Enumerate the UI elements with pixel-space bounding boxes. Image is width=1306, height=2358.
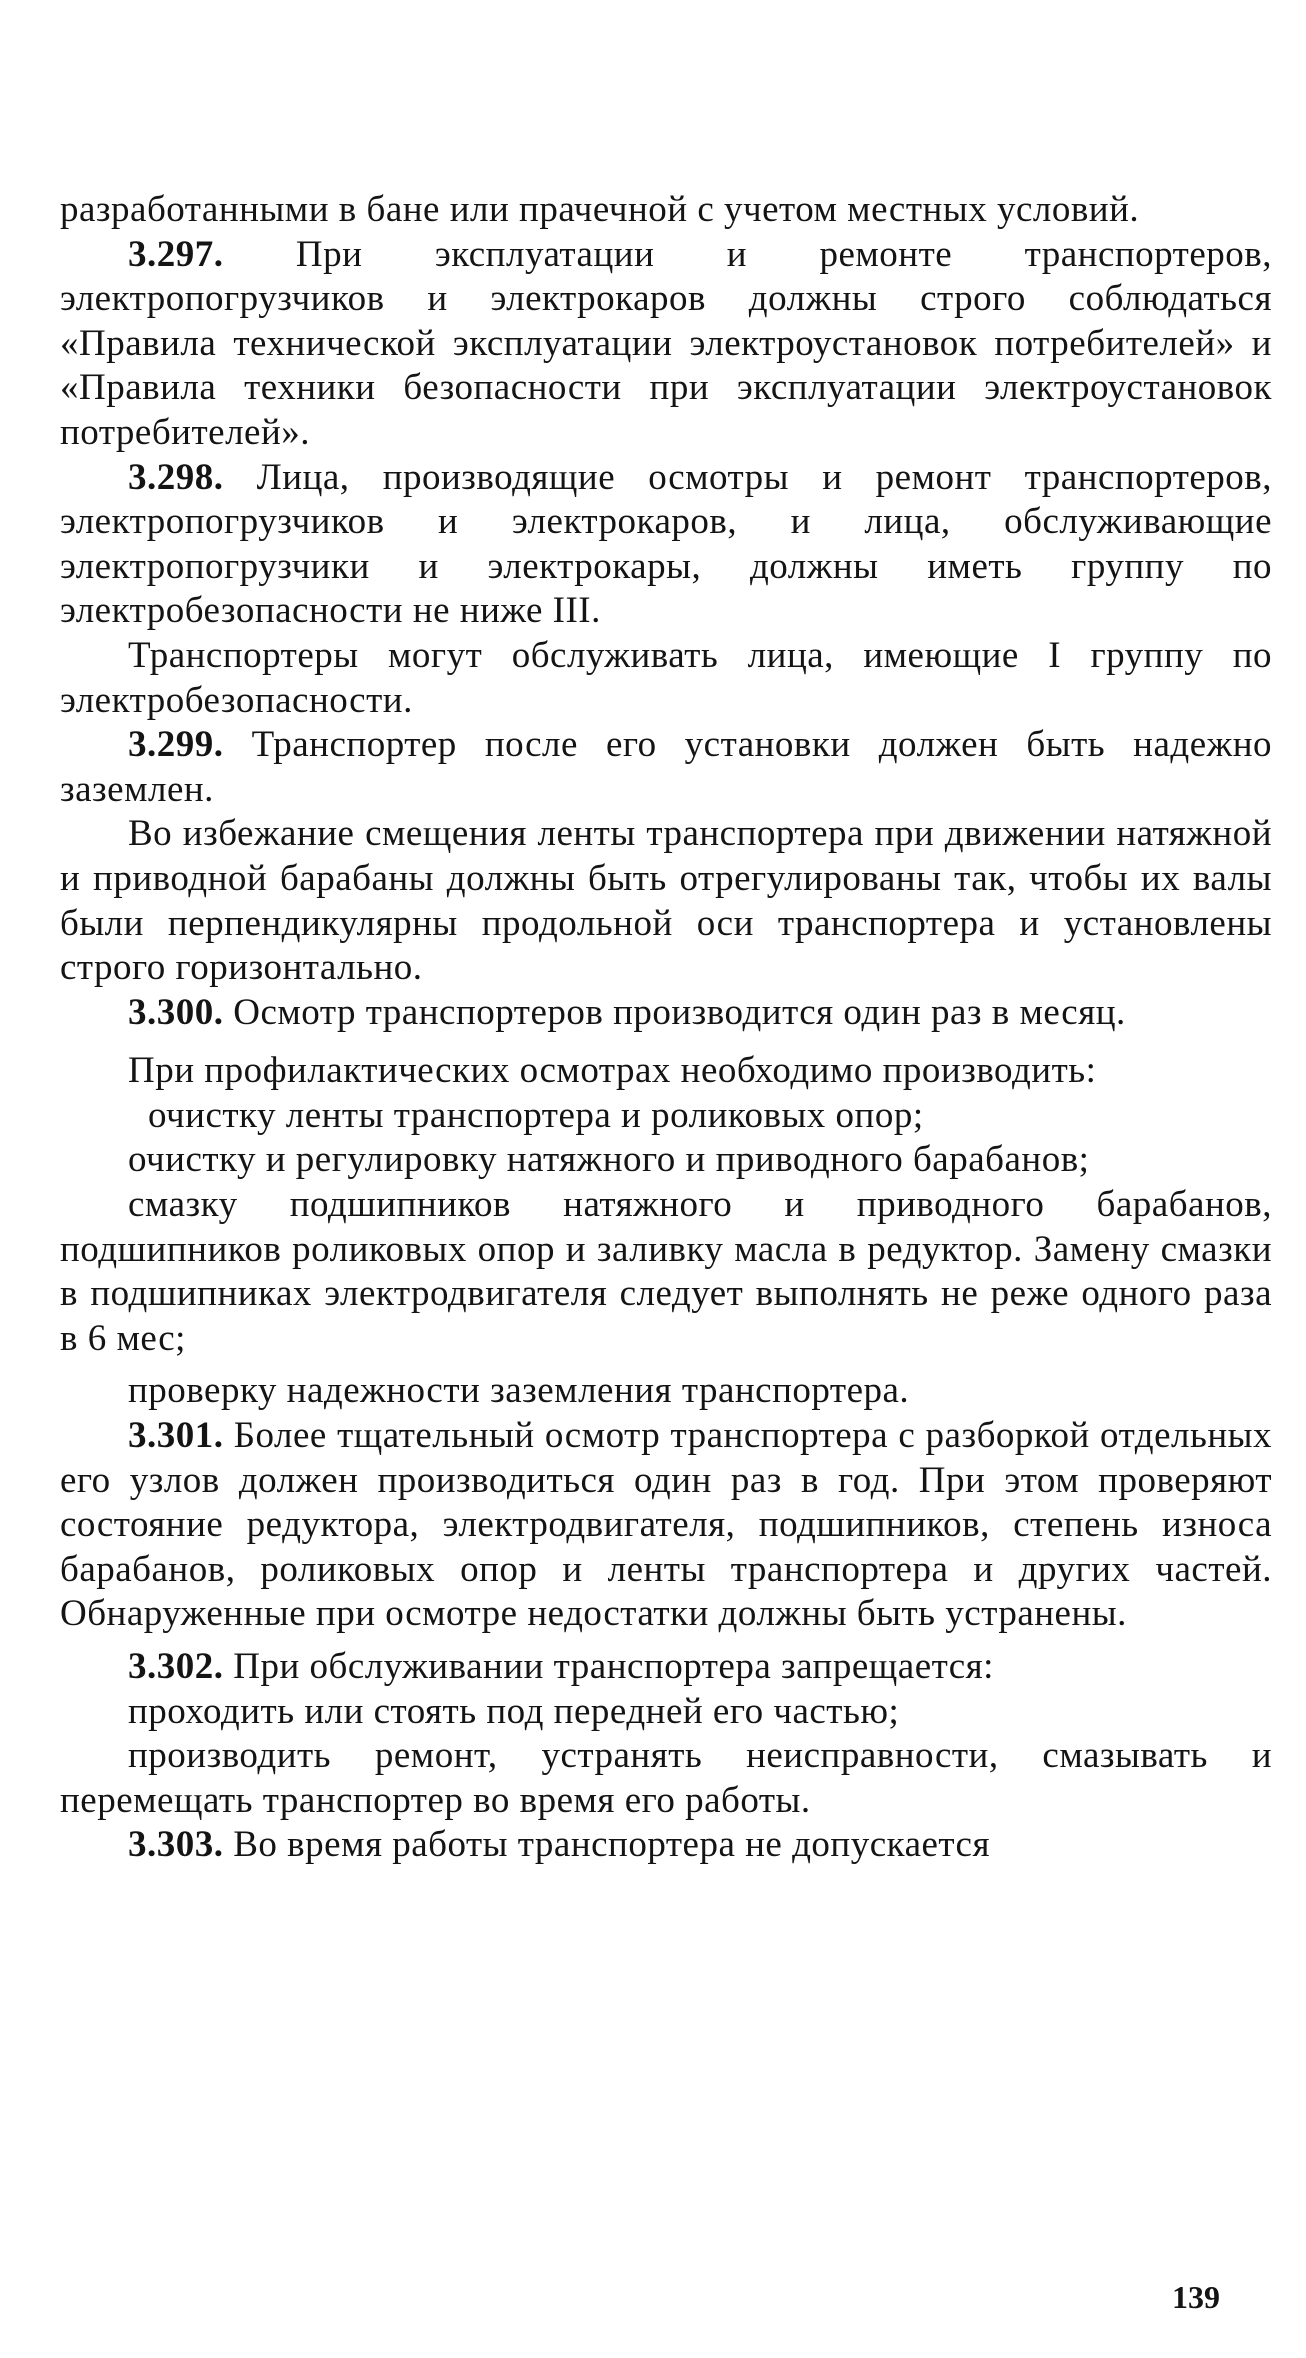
- clause-number: 3.298.: [128, 456, 224, 498]
- paragraph-text: разработанными в бане или прачечной с учетом местных условий.: [60, 189, 1140, 230]
- list-item: [60, 1183, 1272, 1361]
- list-item: [60, 1690, 1272, 1735]
- paragraph-continuation: [60, 188, 1272, 233]
- paragraph-text: очистку ленты транспортера и роликовых опор;: [148, 1094, 924, 1136]
- paragraph-text: производить ремонт, устранять неисправности, смазывать и перемещать транспортер во время его работы.: [60, 1735, 1272, 1821]
- paragraph-text: Транспортер после его установки должен быть надежно заземлен.: [60, 724, 1272, 810]
- list-item: [60, 1734, 1272, 1823]
- body-text: [60, 188, 1272, 1868]
- list-item: [60, 1369, 1272, 1414]
- paragraph-3-301: [60, 1414, 1272, 1637]
- paragraph-text: очистку и регулировку натяжного и приводного барабанов;: [128, 1139, 1090, 1181]
- clause-number: 3.300.: [128, 991, 224, 1033]
- paragraph-text: проходить или стоять под передней его частью;: [128, 1690, 900, 1732]
- paragraph-3-299: [60, 723, 1272, 812]
- paragraph-3-297: [60, 233, 1272, 456]
- page-number: 139: [1172, 2279, 1220, 2315]
- list-item: [60, 1138, 1272, 1183]
- clause-number: 3.303.: [128, 1824, 224, 1866]
- paragraph-3-303: [60, 1823, 1272, 1868]
- list-item: [60, 1094, 1272, 1139]
- paragraph-belt-alignment: [60, 812, 1272, 990]
- paragraph-text: Более тщательный осмотр транспортера с разборкой отдельных его узлов должен производиться один раз в год. При этом проверяют состояние редуктора, электродвигателя, подшипников, степень износа барабанов, роликовых опор и ленты транспортера и других частей. Обнаруженные при осмотре недостатки должны быть устранены.: [60, 1415, 1272, 1635]
- clause-number: 3.299.: [128, 724, 224, 766]
- paragraph-text: Во время работы транспортера не допускается: [233, 1824, 990, 1866]
- clause-number: 3.297.: [128, 233, 224, 275]
- paragraph-text: смазку подшипников натяжного и приводного барабанов, подшипников роликовых опор и заливку масла в редуктор. Замену смазки в подшипниках электродвигателя следует выполнять не реже одного раза в 6 мес;: [60, 1184, 1272, 1359]
- paragraph-text: Во избежание смещения ленты транспортера при движении натяжной и приводной барабаны должны быть отрегулированы так, чтобы их валы были перпендикулярны продольной оси транспортера и установлены строго горизонтально.: [60, 813, 1272, 989]
- clause-number: 3.302.: [128, 1646, 224, 1687]
- paragraph-3-300: [60, 991, 1272, 1036]
- paragraph-text: проверку надежности заземления транспортера.: [128, 1370, 910, 1412]
- paragraph-inspection-intro: [60, 1049, 1272, 1094]
- paragraph-text: При обслуживании транспортера запрещается:: [233, 1646, 994, 1687]
- paragraph-3-298: [60, 456, 1272, 634]
- paragraph-3-302: [60, 1645, 1272, 1690]
- paragraph-text: Лица, производящие осмотры и ремонт транспортеров, электропогрузчиков и электрокаров, и лица, обслуживающие электропогрузчики и электрокары, должны иметь группу по электробезопасности не ниже III.: [60, 456, 1273, 632]
- paragraph-text: При профилактических осмотрах необходимо производить:: [128, 1050, 1097, 1092]
- paragraph-group-note: [60, 634, 1272, 723]
- clause-number: 3.301.: [128, 1415, 224, 1457]
- paragraph-text: Осмотр транспортеров производится один раз в месяц.: [233, 991, 1126, 1033]
- paragraph-text: При эксплуатации и ремонте транспортеров, электропогрузчиков и электрокаров должны строго соблюдаться «Правила технической эксплуатации электроустановок потребителей» и «Правила техники безопасности при эксплуатации электроустановок потребителей».: [60, 233, 1272, 453]
- paragraph-text: Транспортеры могут обслуживать лица, имеющие I группу по электробезопасности.: [60, 634, 1272, 721]
